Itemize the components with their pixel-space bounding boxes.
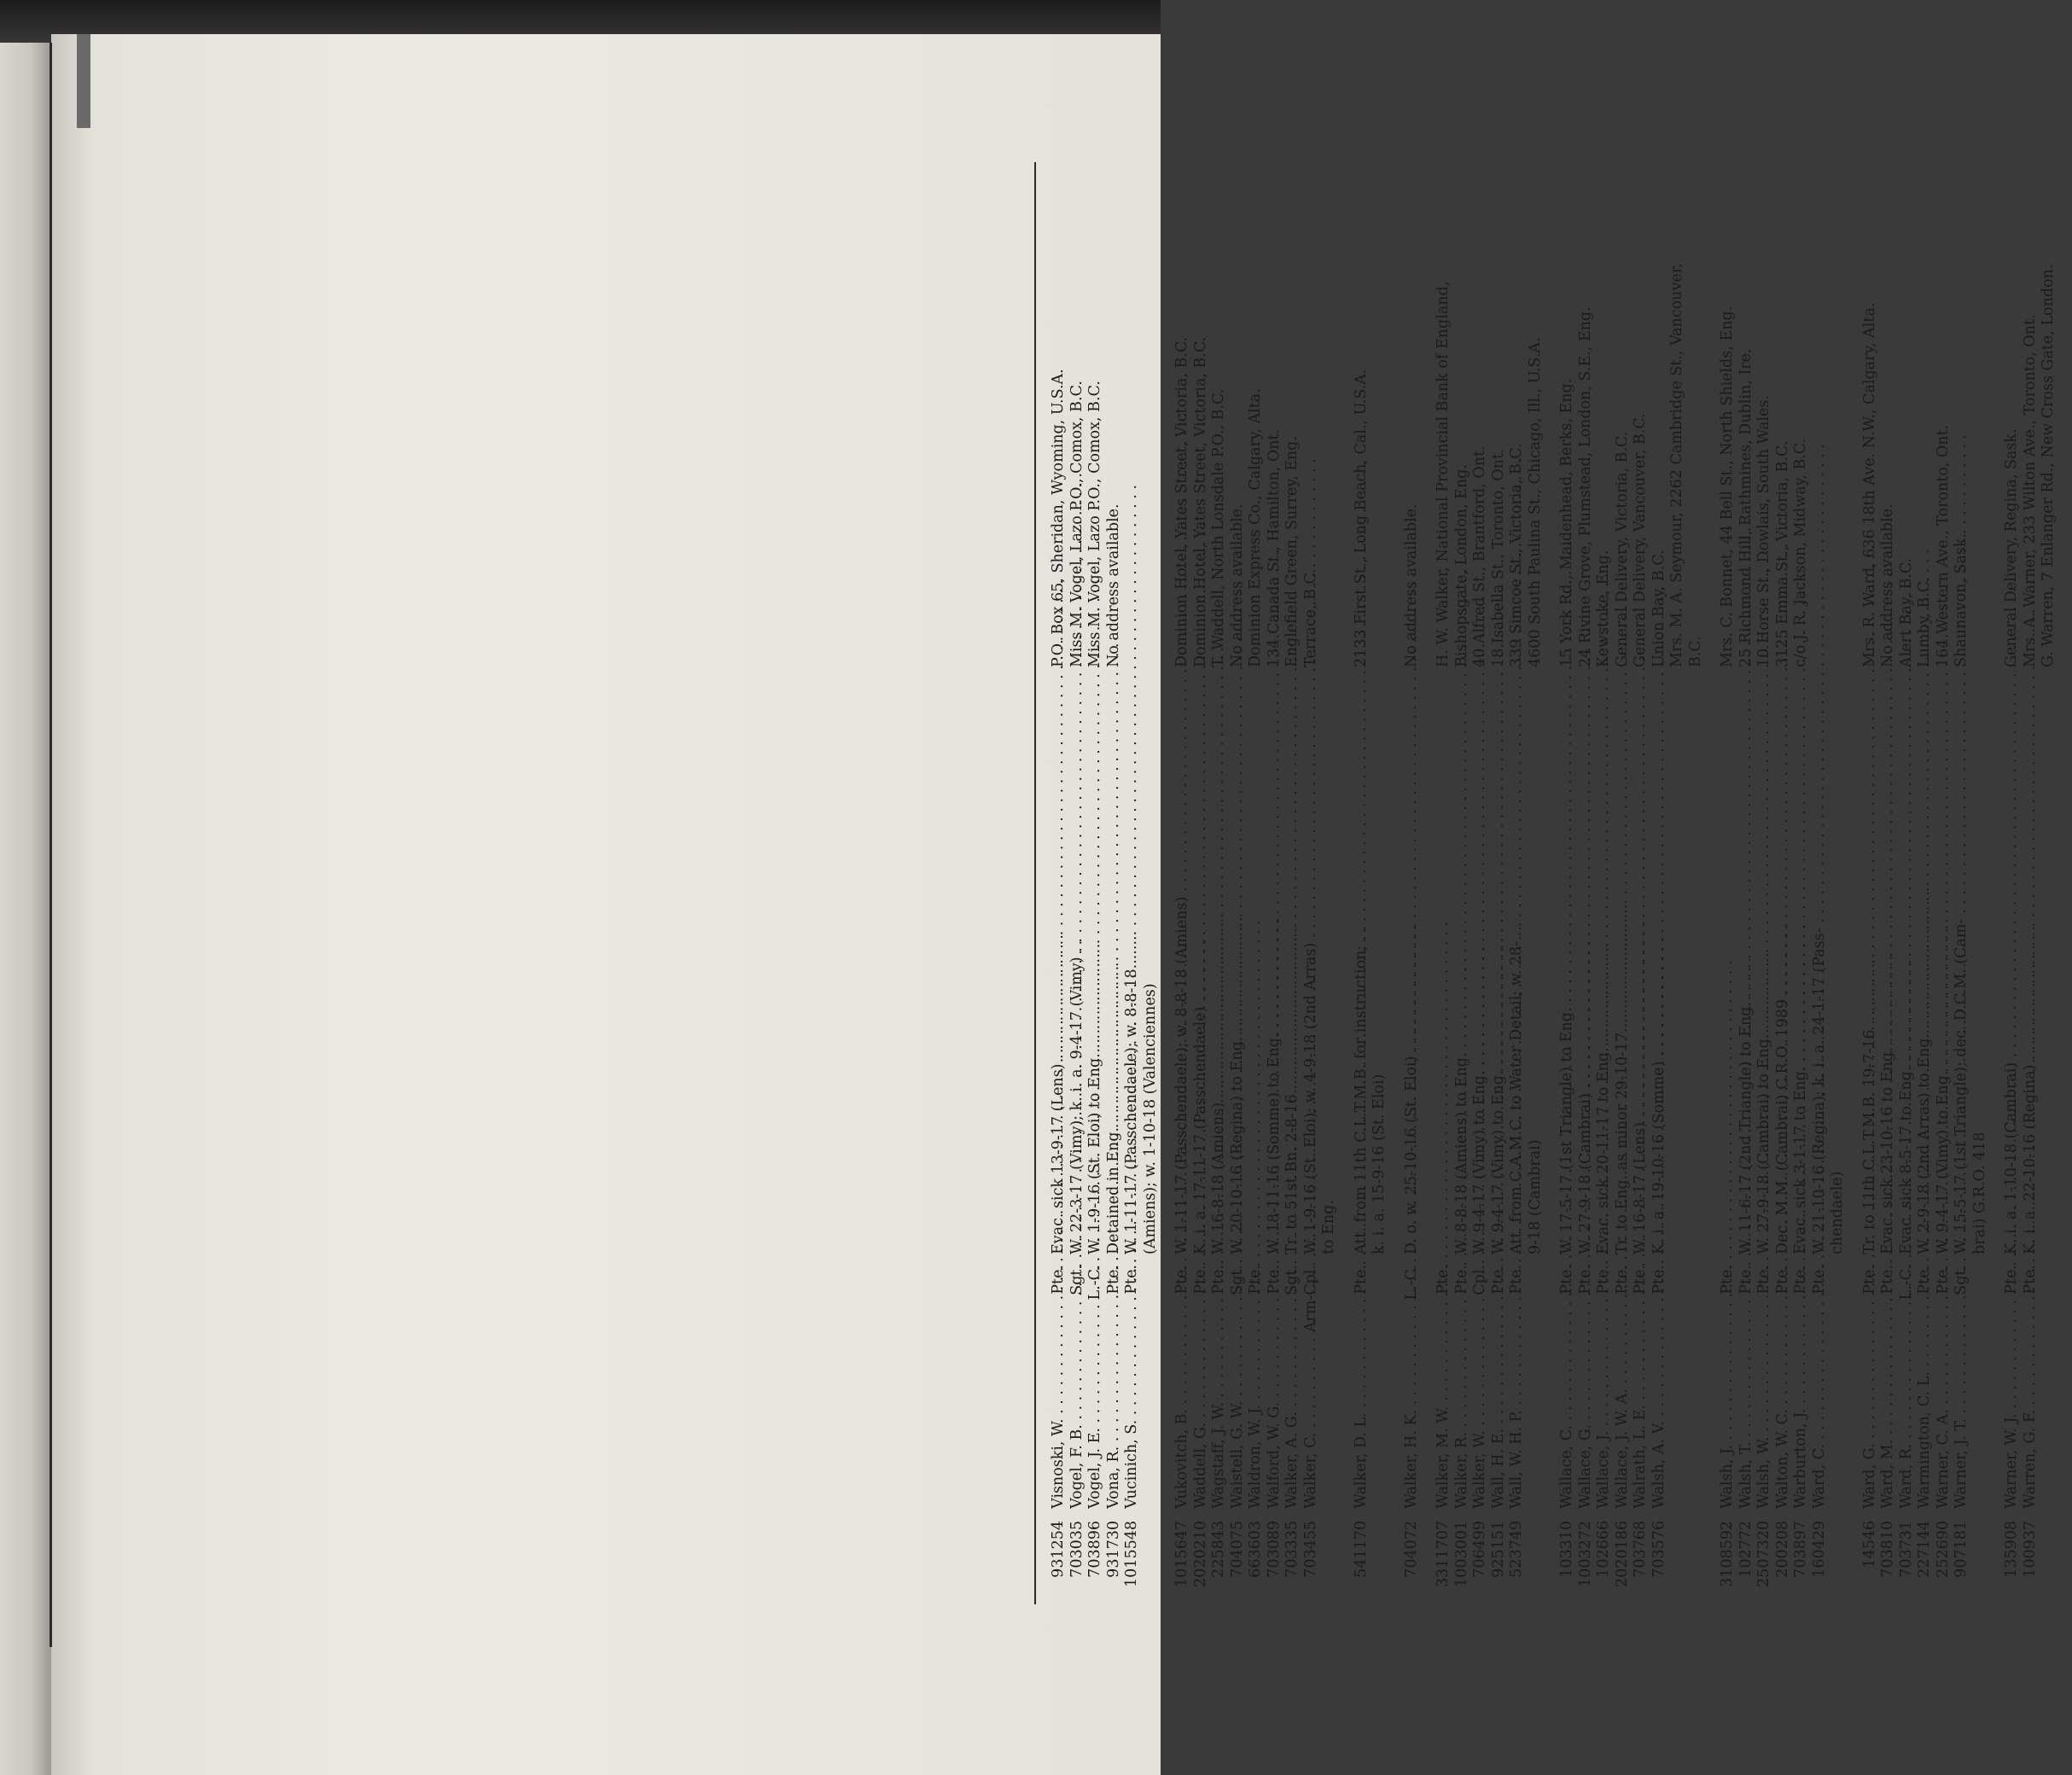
table-row: [1123, 162, 1142, 1604]
table-row: [1650, 162, 1669, 1604]
table-row: [1453, 162, 1472, 1604]
rank: Pte.: [1934, 1265, 1952, 1295]
rank: Pte.: [1916, 1265, 1933, 1295]
table-row: [1302, 162, 1321, 1604]
service-record: Evac. sick 23-10-16 to Eng. . . .: [1879, 674, 1898, 1254]
regimental-number: 925151: [1489, 1521, 1507, 1578]
next-of-kin-address: 40 Alfred St., Brantford, Ont.: [1471, 445, 1488, 667]
regimental-number: 2507320: [1755, 1521, 1772, 1587]
service-record: Att. from C.A.M.C. to Water Detail; w. 28- . . .: [1508, 674, 1527, 1254]
rank: Pte.: [1632, 1265, 1649, 1295]
entry-group: [1173, 162, 1339, 1604]
service-record: W. 1-11-17 (Passchendaele); w. 8-8-18 (Amiens) . . .: [1173, 674, 1192, 1254]
next-of-kin-address: 134 Canada St., Hamilton, Ont.: [1265, 428, 1283, 667]
service-record: Att. from 11th C.L.T.M.B. for instruction; . . .: [1353, 674, 1371, 1254]
regimental-number: 100937: [2021, 1521, 2039, 1578]
next-of-kin-address: Mrs. A. Warner, 233 Wilton Ave., Toronto, Ont.: [2021, 314, 2039, 667]
soldier-name: Wall, W. H. P. . . .: [1508, 1338, 1527, 1509]
entry-group: [1353, 162, 1389, 1604]
table-row: [1861, 162, 1880, 1604]
table-row: [1353, 162, 1371, 1604]
rank: Pte.: [1650, 1265, 1667, 1295]
soldier-name: Vogel, F. B. . . .: [1068, 1338, 1087, 1509]
table-row: [1527, 162, 1545, 1604]
roll-entries: [1050, 162, 2072, 1604]
regimental-number: 225843: [1210, 1521, 1227, 1578]
regimental-number: 907181: [1953, 1521, 1970, 1578]
soldier-name: Walford, W. G. . . .: [1266, 1338, 1284, 1509]
soldier-name: Wallace, C. . . .: [1558, 1338, 1577, 1509]
soldier-name: Ward, G. . . .: [1861, 1338, 1880, 1509]
entry-group: [1403, 162, 1422, 1604]
entry-group: [1719, 162, 1848, 1604]
table-row: [1229, 162, 1248, 1604]
soldier-name: Wallace, J. . . .: [1595, 1338, 1614, 1509]
soldier-name: Warmington, C. L. . . .: [1916, 1338, 1935, 1509]
service-record: W. 18-11-16 (Somme) to Eng. . . .: [1266, 674, 1284, 1254]
regimental-number: 102666: [1595, 1521, 1612, 1578]
table-row: [1971, 162, 1990, 1604]
rank: Pte.: [1173, 1265, 1190, 1295]
service-record: Dec. M.M. (Cambrai) C.R.O. 1989 . . .: [1774, 674, 1793, 1254]
regimental-number: 541170: [1352, 1521, 1370, 1578]
regimental-number: 703810: [1879, 1521, 1896, 1578]
table-row: [1266, 162, 1284, 1604]
rank: L.-C.: [1897, 1265, 1915, 1301]
soldier-name: Walrath, L. E. . . .: [1632, 1338, 1650, 1509]
rank: Pte.: [1613, 1265, 1631, 1295]
regimental-number: 1003001: [1452, 1521, 1470, 1587]
regimental-number: 703731: [1897, 1521, 1915, 1578]
binding-line: [49, 43, 52, 1647]
regimental-number: 102772: [1737, 1521, 1755, 1578]
next-of-kin-address: 18 Isabella St., Toronto, Ont.: [1489, 448, 1507, 667]
service-record: Evac. sick 13-9-17 (Lens) . . .: [1050, 674, 1068, 1254]
service-record: W. 16-8-18 (Amiens) . . .: [1210, 674, 1229, 1254]
service-record: K. i. a. 17-11-17 (Passchendaele) . . .: [1192, 674, 1211, 1254]
service-record: chendaele): [1829, 1171, 1846, 1254]
soldier-name: Waddell, G. . . .: [1192, 1338, 1211, 1509]
service-record: W. 11-6-17 (2nd Triangle) to Eng. . . .: [1737, 674, 1756, 1254]
next-of-kin-address: General Delivery, Regina, Sask.: [2003, 428, 2020, 667]
rank: Pte.: [1737, 1265, 1755, 1295]
next-of-kin-address: Lumby, B.C.: [1916, 576, 1933, 667]
rank: Pte.: [1435, 1265, 1452, 1295]
table-row: [1719, 162, 1737, 1604]
soldier-name: Walsh, A. V. . . .: [1650, 1338, 1669, 1509]
soldier-name: Wallace, G. . . .: [1577, 1338, 1596, 1509]
service-record: W. 21-10-16 (Regina); k. i. a. 24-1-17 (Pass- . . .: [1811, 674, 1830, 1254]
soldier-name: Wagstaff, J. W. . . .: [1210, 1338, 1229, 1509]
next-of-kin-address: Englefield Green, Surrey, Eng.: [1283, 436, 1301, 667]
next-of-kin-address: No address available.: [1104, 503, 1122, 667]
service-record: W. 15-5-17 (1st Triangle); dec. D.C.M. (Cam- . . .: [1953, 674, 1971, 1254]
table-row: [1435, 162, 1453, 1604]
next-of-kin-address: Miss M. Vogel, Lazo P.O., Comox, B.C.: [1068, 381, 1085, 667]
soldier-name: Walker, R. . . .: [1453, 1338, 1472, 1509]
table-row: [1210, 162, 1229, 1604]
rank: Pte.: [2021, 1265, 2039, 1295]
next-of-kin-address: Mrs. R. Ward, 636 18th Ave. N.W., Calgary, Alta.: [1860, 302, 1878, 667]
next-of-kin-address: G. Warren, 7 Enlanger Rd., New Cross Gate, London.: [2040, 264, 2057, 667]
service-record: Tr. to Eng. as minor 29-10-17 . . .: [1614, 674, 1633, 1254]
table-row: [1879, 162, 1898, 1604]
service-record: Evac. sick 3-1-17 to Eng. . . .: [1792, 674, 1811, 1254]
soldier-name: Wallace, J. W. A. . . .: [1614, 1338, 1633, 1509]
regimental-number: 704075: [1228, 1521, 1246, 1578]
table-row: [1283, 162, 1302, 1604]
soldier-name: Ward, R. . . .: [1898, 1338, 1917, 1509]
service-record: (Amiens); w. 1-10-18 (Valenciennes): [1141, 983, 1159, 1254]
rank: Pte.: [1595, 1265, 1612, 1295]
regimental-number: 3311707: [1435, 1521, 1452, 1587]
service-record: D. o. w. 25-10-16 (St. Eloi) . . .: [1403, 674, 1422, 1254]
table-row: [1898, 162, 1917, 1604]
next-of-kin-address: Shaunavon, Sask.: [1953, 532, 1970, 667]
entry-group: [1435, 162, 1545, 1604]
regimental-number: 2020186: [1613, 1521, 1631, 1587]
next-of-kin-address: 24 Rivine Grove, Plumstead, London, S.E., Eng.: [1576, 306, 1594, 667]
service-record: W. 8-8-18 (Amiens) to Eng. . . .: [1453, 674, 1472, 1254]
rank: Cpl.: [1471, 1265, 1488, 1295]
service-record: brai) G.R.O. 418: [1970, 1132, 1988, 1254]
service-record: W. 27-9-18 (Cambrai) to Eng. . . .: [1755, 674, 1774, 1254]
service-record: W. 20-10-16 (Regina) to Eng. . . .: [1229, 674, 1248, 1254]
soldier-name: Visnoski, W. . . .: [1050, 1338, 1068, 1509]
next-of-kin-address: Miss M. Vogel, Lazo P.O., Comox, B.C.: [1086, 381, 1103, 667]
service-record: Tr. to 51st Bn. 2-8-16 . . .: [1283, 674, 1302, 1254]
table-row: [1558, 162, 1577, 1604]
next-of-kin-address: Terrace, B.C.: [1301, 568, 1319, 667]
soldier-name: Walsh, W. . . .: [1755, 1338, 1774, 1509]
table-row: [1105, 162, 1124, 1604]
entry-group: [2003, 162, 2058, 1604]
entry-group: [1558, 162, 1705, 1604]
service-record: Evac. sick 20-11-17 to Eng. . . .: [1595, 674, 1614, 1254]
soldier-name: Vukovitch, B. . . .: [1173, 1338, 1192, 1509]
table-row: [1086, 162, 1105, 1604]
soldier-name: Waistell, G. W. . . .: [1229, 1338, 1248, 1509]
next-of-kin-address: Dominion Hotel, Yates Street, Victoria, B.C.: [1191, 336, 1209, 667]
next-of-kin-address: 339 Simcoe St., Victoria, B.C.: [1508, 443, 1525, 667]
rank: Pte.: [1558, 1265, 1575, 1295]
rank: Pte.: [1860, 1265, 1878, 1295]
service-record: K. i. a. 19-10-16 (Somme) . . .: [1650, 674, 1669, 1254]
soldier-name: Walker, M. W. . . .: [1435, 1338, 1453, 1509]
table-row: [1471, 162, 1490, 1604]
rank: Pte.: [1879, 1265, 1896, 1295]
soldier-name: Wall, H. E. . . .: [1490, 1338, 1509, 1509]
rank: Pte.: [1810, 1265, 1828, 1295]
entry-group: [1050, 162, 1160, 1604]
regimental-number: 703768: [1632, 1521, 1649, 1578]
regimental-number: 523749: [1508, 1521, 1525, 1578]
regimental-number: 931254: [1050, 1521, 1067, 1578]
next-of-kin-address: Mrs. C. Bonnet, 44 Bell St., North Shields, Eng.: [1719, 306, 1736, 667]
table-row: [1687, 162, 1706, 1604]
soldier-name: Waldron, W. J. . . .: [1247, 1338, 1266, 1509]
service-record: W. 9-4-17 (Vimy) to Eng. . . .: [1935, 674, 1953, 1254]
soldier-name: Walker, A. G. . . .: [1283, 1338, 1302, 1509]
rank: Pte.: [1719, 1265, 1736, 1295]
rank: Sgt.: [1228, 1265, 1246, 1295]
rank: Pte.: [1265, 1265, 1283, 1295]
soldier-name: Warner, J. T. . . .: [1953, 1338, 1971, 1509]
table-row: [1577, 162, 1596, 1604]
service-record: W. 1-9-16 (St. Eloi); w. 4-9-18 (2nd Arras) . . .: [1302, 674, 1321, 1254]
soldier-name: Vona, R. . . .: [1105, 1338, 1124, 1509]
book-gutter: [0, 43, 51, 1775]
service-record: W. 9-4-17 (Vimy) to Eng. . . .: [1490, 674, 1509, 1254]
table-row: [1508, 162, 1527, 1604]
regimental-number: 103310: [1558, 1521, 1575, 1578]
table-row: [1403, 162, 1422, 1604]
soldier-name: Walker, H. K. . . .: [1403, 1338, 1422, 1509]
paper-sheet: [51, 34, 1161, 1775]
soldier-name: Warner, C. A. . . .: [1935, 1338, 1953, 1509]
next-of-kin-address: P.O. Box 65, Sheridan, Wyoming, U.S.A.: [1050, 369, 1067, 667]
regimental-number: 3108592: [1719, 1521, 1736, 1587]
next-of-kin-address: Kewstoke, Eng.: [1595, 550, 1612, 667]
soldier-name: Warburton, J. . . .: [1792, 1338, 1811, 1509]
rank: Pte.: [1210, 1265, 1227, 1295]
next-of-kin-address: T. Waddell, North Lonsdale P.O., B.C.: [1210, 388, 1227, 667]
service-record: W. 27-9-18 (Cambrai) . . .: [1577, 674, 1596, 1254]
next-of-kin-address: Union Bay, B.C.: [1650, 550, 1667, 667]
next-of-kin-address: Alert Bay, B.C.: [1897, 557, 1915, 667]
soldier-name: Warren, G. F. . . .: [2022, 1338, 2040, 1509]
next-of-kin-address: Dominion Hotel, Yates Street, Victoria, B.C.: [1173, 336, 1190, 667]
table-row: [1755, 162, 1774, 1604]
rank: Pte.: [1247, 1265, 1264, 1295]
table-row: [1192, 162, 1211, 1604]
next-of-kin-address: 2133 First St., Long Beach, Cal., U.S.A.: [1352, 369, 1370, 667]
table-row: [1953, 162, 1971, 1604]
table-row: [1811, 162, 1830, 1604]
regimental-number: 663603: [1247, 1521, 1264, 1578]
rank: Pte.: [1576, 1265, 1594, 1295]
service-record: W. 2-9-18 (2nd Arras) to Eng. . . .: [1916, 674, 1935, 1254]
casualty-roll-table: [1034, 162, 2057, 1604]
service-record: 9-18 (Cambrai): [1526, 1139, 1544, 1254]
regimental-number: 1015647: [1173, 1521, 1190, 1587]
rank: Pte.: [1489, 1265, 1507, 1295]
regimental-number: 703576: [1650, 1521, 1667, 1578]
service-record: W. 16-8-17 (Lens) . . .: [1632, 674, 1650, 1254]
table-row: [1668, 162, 1687, 1604]
table-row: [1142, 162, 1161, 1604]
regimental-number: 703035: [1068, 1521, 1085, 1578]
next-of-kin-address: Bishopsgate, London, Eng.: [1452, 464, 1470, 667]
table-row: [1068, 162, 1087, 1604]
rank: L.-C.: [1402, 1265, 1420, 1301]
rank: Sgt.: [1953, 1265, 1970, 1295]
service-record: Tr. to 11th C.L.T.M.B. 19-7-16 . . .: [1861, 674, 1880, 1254]
rank: Pte.: [1792, 1265, 1809, 1295]
soldier-name: Ward, C. . . .: [1811, 1338, 1830, 1509]
regimental-number: 200208: [1773, 1521, 1791, 1578]
rank: Pte.: [2003, 1265, 2020, 1295]
soldier-name: Ward, M. . . .: [1879, 1338, 1898, 1509]
service-record: Detained in Eng. . . .: [1105, 674, 1124, 1254]
next-of-kin-address: General Delivery, Victoria, B.C.: [1613, 431, 1631, 667]
table-row: [1050, 162, 1068, 1604]
next-of-kin-address: 3125 Emma St., Victoria, B.C.: [1773, 440, 1791, 667]
regimental-number: 14546: [1860, 1521, 1878, 1568]
table-row: [1737, 162, 1756, 1604]
regimental-number: 706499: [1471, 1521, 1488, 1578]
table-row: [1792, 162, 1811, 1604]
soldier-name: Vogel, J. E. . . .: [1086, 1338, 1105, 1509]
table-row: [1490, 162, 1509, 1604]
next-of-kin-address: c/o J. R. Jackson, Midway, B.C.: [1792, 438, 1809, 667]
soldier-name: Walker, W. . . .: [1471, 1338, 1490, 1509]
regimental-number: 931730: [1104, 1521, 1122, 1578]
soldier-name: Walsh, J. . . .: [1719, 1338, 1737, 1509]
service-record: K. i. a. 22-10-16 (Regina) . . .: [2022, 674, 2040, 1254]
regimental-number: 2020210: [1191, 1521, 1209, 1587]
entry-group: [1861, 162, 1990, 1604]
rank: Pte.: [1191, 1265, 1209, 1295]
table-row: [2003, 162, 2022, 1604]
regimental-number: 1003272: [1576, 1521, 1594, 1587]
service-record: W. 1-11-17 (Passchendaele); w. 8-8-18 . . .: [1123, 674, 1142, 1254]
soldier-name: Warner, W. J. . . .: [2003, 1338, 2022, 1509]
next-of-kin-address: B.C.: [1686, 636, 1704, 667]
regimental-number: 1015548: [1123, 1521, 1140, 1587]
next-of-kin-address: General Delivery, Vancouver, B.C.: [1632, 413, 1649, 667]
table-row: [1320, 162, 1339, 1604]
binding-tab: [77, 34, 90, 128]
regimental-number: 227144: [1916, 1521, 1933, 1578]
rank: Pte.: [1123, 1265, 1140, 1295]
regimental-number: 704072: [1402, 1521, 1420, 1578]
soldier-name: Vucinich, S. . . .: [1123, 1338, 1142, 1509]
table-row: [1371, 162, 1389, 1604]
regimental-number: 703335: [1283, 1521, 1301, 1578]
next-of-kin-address: 10 Horse St., Dowlais, South Wales.: [1755, 395, 1772, 667]
regimental-number: 703089: [1265, 1521, 1283, 1578]
table-row: [2040, 162, 2058, 1604]
table-row: [1247, 162, 1266, 1604]
next-of-kin-address: Mrs. M. A. Seymour, 2262 Cambridge St., Vancouver,: [1668, 263, 1685, 667]
rank: Pte.: [1452, 1265, 1470, 1295]
rank: Arm-Cpl.: [1301, 1265, 1319, 1333]
rank: Sgt.: [1068, 1265, 1085, 1295]
rank: Sgt.: [1283, 1265, 1301, 1295]
next-of-kin-address: 4600 South Paulina St., Chicago, Ill., U.S.A.: [1526, 337, 1544, 667]
table-row: [1774, 162, 1793, 1604]
service-record: Evac. sick 8-5-17 to Eng. . . .: [1898, 674, 1917, 1254]
soldier-name: Walton, W. C. . . .: [1774, 1338, 1793, 1509]
service-record: k. i. a. 15-9-16 (St. Eloi): [1371, 1074, 1388, 1254]
soldier-name: Walker, C. . . .: [1302, 1338, 1321, 1509]
table-row: [1595, 162, 1614, 1604]
table-row: [1632, 162, 1650, 1604]
soldier-name: Walsh, T. . . .: [1737, 1338, 1756, 1509]
regimental-number: 703455: [1301, 1521, 1319, 1578]
table-row: [1614, 162, 1633, 1604]
rank: L.-C.: [1086, 1265, 1103, 1301]
service-record: W. 1-9-16 (St. Eloi) to Eng. . . .: [1086, 674, 1105, 1254]
service-record: W. 22-3-17 (Vimy); k. i. a. 9-4-17 (Vimy) . . .: [1068, 674, 1087, 1254]
regimental-number: 703896: [1086, 1521, 1103, 1578]
next-of-kin-address: No address available.: [1228, 503, 1246, 667]
next-of-kin-address: No address available.: [1402, 503, 1420, 667]
soldier-name: Walker, D. L. . . .: [1353, 1338, 1371, 1509]
service-record: W. 9-4-17 (Vimy) to Eng. . . .: [1471, 674, 1490, 1254]
table-row: [2022, 162, 2040, 1604]
table-row: [1173, 162, 1192, 1604]
table-row: [1916, 162, 1935, 1604]
table-row: [1935, 162, 1953, 1604]
regimental-number: 135908: [2003, 1521, 2020, 1578]
regimental-number: 160429: [1810, 1521, 1828, 1578]
rank: Pte.: [1050, 1265, 1067, 1295]
regimental-number: 703897: [1792, 1521, 1809, 1578]
next-of-kin-address: 25 Richmond Hill, Rathmines, Dublin, Ire.: [1737, 348, 1755, 667]
regimental-number: 252690: [1934, 1521, 1952, 1578]
next-of-kin-address: 164 Western Ave., Toronto, Ont.: [1934, 424, 1952, 667]
table-row: [1829, 162, 1848, 1604]
header-rule: [1034, 162, 1036, 1604]
next-of-kin-address: No address available.: [1879, 503, 1896, 667]
next-of-kin-address: 15 York Rd., Maidenhead, Berks, Eng.: [1558, 378, 1575, 667]
rank: Pte.: [1773, 1265, 1791, 1295]
next-of-kin-address: Dominion Express Co., Calgary, Alta.: [1247, 388, 1264, 667]
service-record: K. i. a. 1-10-18 (Cambrai) . . .: [2003, 674, 2022, 1254]
rank: Pte.: [1755, 1265, 1772, 1295]
next-of-kin-address: H. W. Walker, National Provincial Bank of England,: [1435, 281, 1452, 667]
rank: Pte.: [1352, 1265, 1370, 1295]
rank: Pte.: [1104, 1265, 1122, 1295]
rank: Pte.: [1508, 1265, 1525, 1295]
service-record: to Eng.: [1320, 1200, 1337, 1254]
service-record: W. 17-5-17 (1st Triangle) to Eng. . . .: [1558, 674, 1577, 1254]
